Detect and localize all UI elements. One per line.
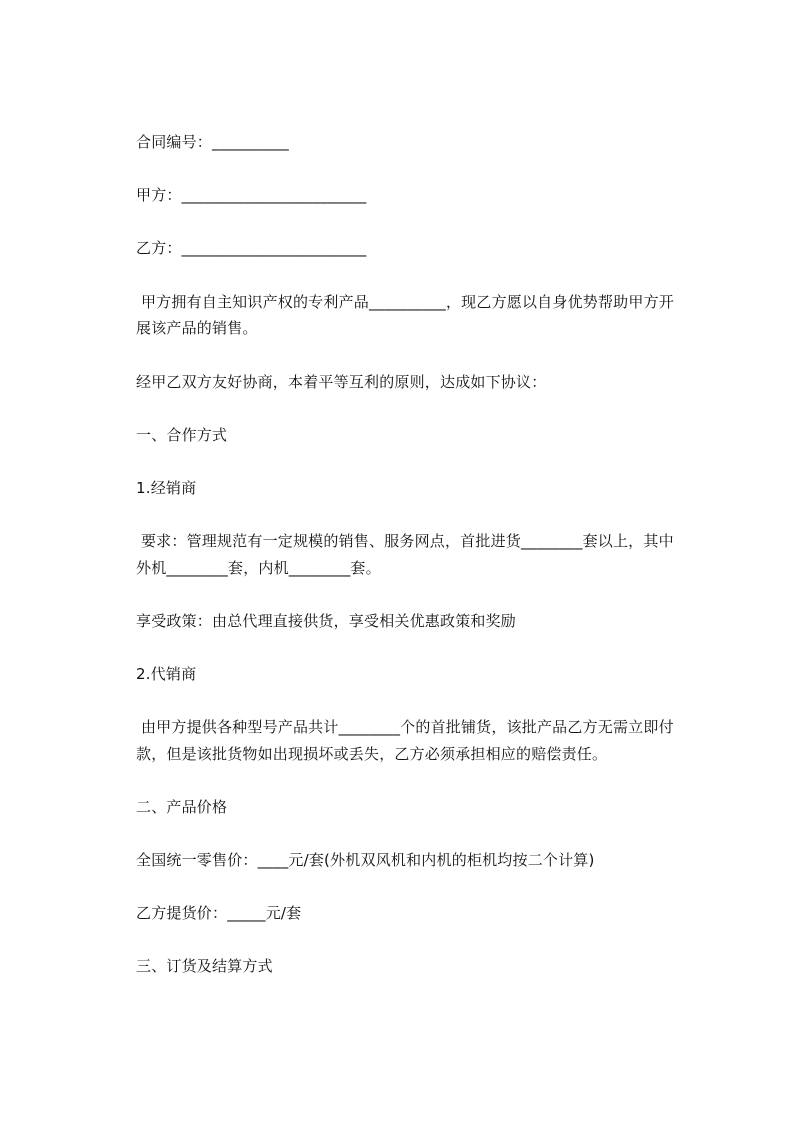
- party-a: 甲方：________________________: [136, 186, 367, 204]
- party-b: 乙方：________________________: [136, 239, 367, 257]
- distributor-policy: 享受政策：由总代理直接供货，享受相关优惠政策和奖励: [136, 612, 517, 630]
- contract-number: 合同编号：__________: [136, 133, 290, 151]
- intro-paragraph-line-1: 甲方拥有自主知识产权的专利产品__________，现乙方愿以自身优势帮助甲方开: [136, 293, 674, 311]
- distributor-requirements-line-1: 要求：管理规范有一定规模的销售、服务网点，首批进货________套以上，其中: [136, 532, 674, 550]
- pickup-price: 乙方提货价：_____元/套: [136, 904, 302, 922]
- section-heading-ordering: 三、订货及结算方式: [136, 957, 273, 975]
- section-heading-cooperation: 一、合作方式: [136, 426, 228, 444]
- distributor-requirements-line-2: 外机________套，内机________套。: [136, 559, 381, 577]
- agreement-statement: 经甲乙双方友好协商，本着平等互利的原则，达成如下协议：: [136, 373, 547, 391]
- consignment-paragraph-line-1: 由甲方提供各种型号产品共计________个的首批铺货，该批产品乙方无需立即付: [136, 718, 674, 736]
- retail-price: 全国统一零售价：____元/套(外机双风机和内机的柜机均按二个计算): [136, 851, 595, 869]
- subheading-distributor: 1.经销商: [136, 479, 197, 497]
- subheading-consignment-agent: 2.代销商: [136, 665, 197, 683]
- consignment-paragraph-line-2: 款，但是该批货物如出现损坏或丢失，乙方必须承担相应的赔偿责任。: [136, 745, 608, 763]
- intro-paragraph-line-2: 展该产品的销售。: [136, 319, 258, 337]
- section-heading-price: 二、产品价格: [136, 798, 228, 816]
